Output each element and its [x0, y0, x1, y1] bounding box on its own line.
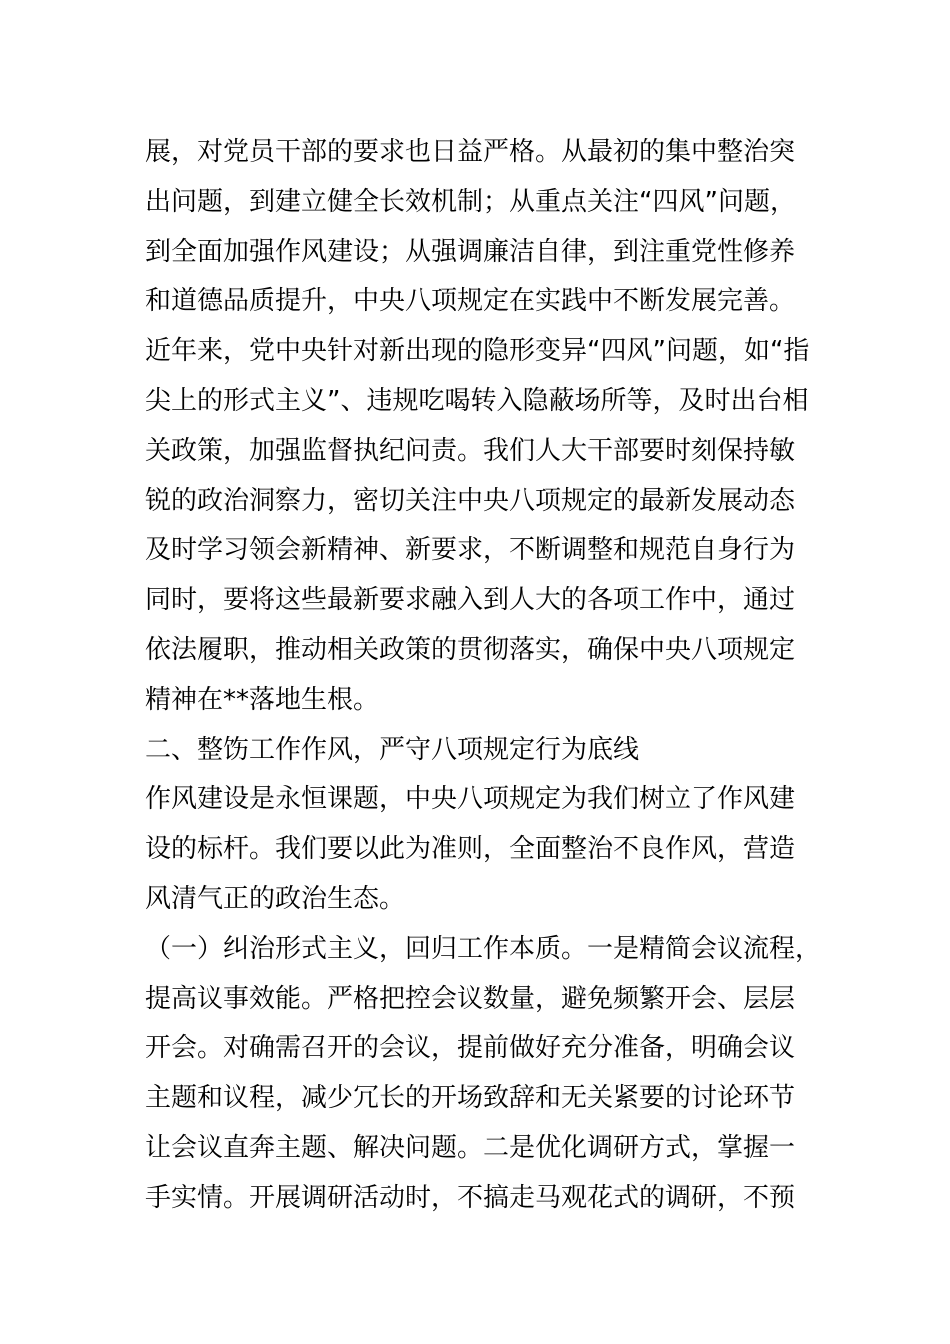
text-line: 出问题，到建立健全长效机制；从重点关注“四风”问题，: [145, 186, 796, 217]
text-line: 近年来，党中央针对新出现的隐形变异“四风”问题，如“指: [145, 336, 810, 367]
text-line: 和道德品质提升，中央八项规定在实践中不断发展完善。: [145, 286, 796, 317]
text-line: 关政策，加强监督执纪问责。我们人大干部要时刻保持敏: [145, 435, 796, 466]
text-line: 同时，要将这些最新要求融入到人大的各项工作中，通过: [145, 585, 796, 616]
text-line: 依法履职，推动相关政策的贯彻落实，确保中央八项规定: [145, 634, 796, 665]
text-line: 到全面加强作风建设；从强调廉洁自律，到注重党性修养: [145, 236, 796, 267]
text-line: 风清气正的政治生态。: [145, 883, 406, 914]
text-line: 尖上的形式主义”、违规吃喝转入隐蔽场所等，及时出台相: [145, 385, 809, 416]
text-line: 提高议事效能。严格把控会议数量，避免频繁开会、层层: [145, 983, 796, 1014]
section-heading: 二、整饬工作作风，严守八项规定行为底线: [145, 734, 640, 765]
text-line: 精神在**落地生根。: [145, 684, 380, 715]
text-line: 作风建设是永恒课题，中央八项规定为我们树立了作风建: [145, 784, 796, 815]
text-line: 及时学习领会新精神、新要求，不断调整和规范自身行为: [145, 535, 796, 566]
text-line: 锐的政治洞察力，密切关注中央八项规定的最新发展动态: [145, 485, 796, 516]
text-line: 开会。对确需召开的会议，提前做好充分准备，明确会议: [145, 1033, 796, 1064]
text-line: 设的标杆。我们要以此为准则，全面整治不良作风，营造: [145, 834, 796, 865]
body-text: [145, 128, 845, 1224]
text-line: 让会议直奔主题、解决问题。二是优化调研方式，掌握一: [145, 1132, 796, 1163]
text-line: 手实情。开展调研活动时，不搞走马观花式的调研，不预: [145, 1182, 796, 1213]
text-line: 展，对党员干部的要求也日益严格。从最初的集中整治突: [145, 137, 796, 167]
subsection-line: （一）纠治形式主义，回归工作本质。一是精简会议流程，: [145, 933, 822, 964]
text-line: 主题和议程，减少冗长的开场致辞和无关紧要的讨论环节: [145, 1083, 796, 1114]
